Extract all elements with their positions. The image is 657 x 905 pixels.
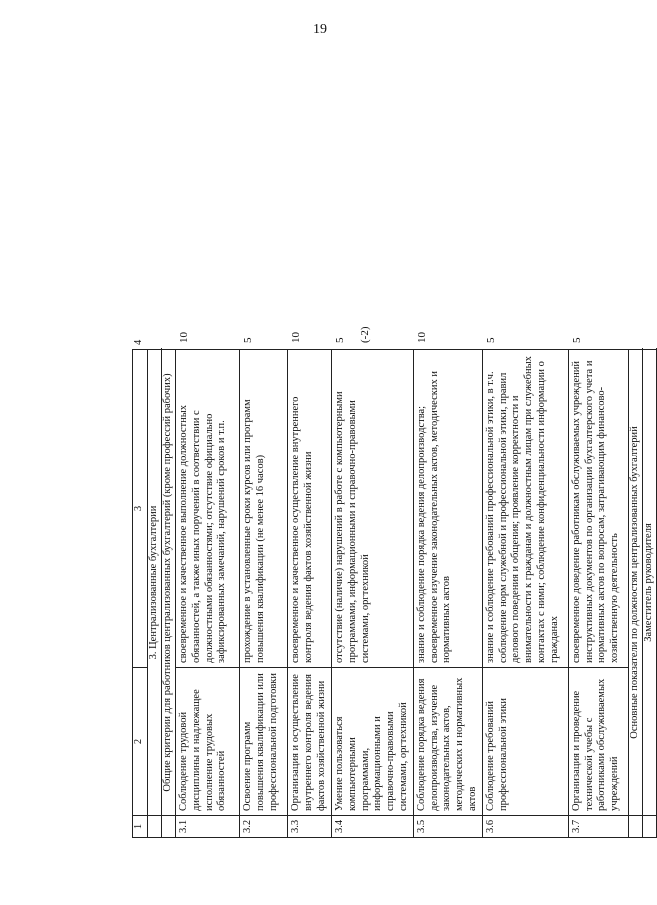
row-number: 3.4 (332, 816, 414, 838)
table-row (288, 0, 332, 838)
table-row (568, 0, 628, 838)
table-row: 3.4 Умение пользоваться компьютерными программами, информационными и справочно-правовыми системами, оргтехникой отсутствие (наличие) нарушений в работе с компьютерными программами, информационными и справочно-правовыми системами, оргтехникой 5 (-2) (332, 0, 414, 838)
indicator-cell: Соблюдение требований профессиональной этики (482, 668, 568, 816)
page-number: 19 (313, 22, 327, 37)
indicator-cell: Организация и проведение технической учебы с работниками обслуживаемых учреждений (568, 668, 628, 816)
score-value: 5 (334, 337, 346, 343)
indicator-cell: Соблюдение порядка ведения делопроизводства, изучение законодательных актов, методических и нормативных актов (413, 668, 482, 816)
rotated-table-container (132, 93, 654, 838)
indicator-cell: Умение пользоваться компьютерными программами, информационными и справочно-правовыми системами, оргтехникой (332, 668, 414, 816)
criterion-cell: своевременное и качественное осуществление внутреннего контроля ведения фактов хозяйственной жизни (288, 350, 332, 668)
score-value: 5 (242, 337, 254, 343)
row-number: 3.6 (482, 816, 568, 838)
section-title: 3. Централизованные бухгалтерии (148, 350, 162, 816)
header-row: 1 2 3 4 (133, 0, 148, 838)
criterion-cell: знание и соблюдение требований профессиональной этики, в т.ч. соблюдение норм служебной и профессиональной этики, правил делового поведения и общения; проявление корректности и внимательности к гражданам и должностным лицам при служебных контактах с ними; соблюдение конфиденциальности информации о гражданах (482, 350, 568, 668)
footer-title: Основные показатели по должностям централизованных бухгалтерий (628, 350, 642, 816)
indicator-cell: Организация и осуществление внутреннего контроля ведения фактов хозяйственной жизни (288, 668, 332, 816)
footer-title-row (628, 0, 642, 838)
row-number: 3.2 (240, 816, 288, 838)
row-number: 3.5 (413, 816, 482, 838)
score-value: 10 (290, 332, 302, 343)
table-row (240, 0, 288, 838)
criterion-cell: своевременное доведение работникам обслуживаемых учреждений инструктивных документов по организации бухгалтерского учета и нормативных актов по вопросам, затрагивающим финансово-хозяйственную деятельность (568, 350, 628, 668)
criterion-cell: знание и соблюдение порядка ведения делопроизводства; своевременное изучение законодательных актов, методических и нормативных актов (413, 350, 482, 668)
footer-subtitle: Заместитель руководителя (642, 350, 656, 816)
row-number: 3.1 (176, 816, 240, 838)
score-value: 10 (178, 332, 190, 343)
indicator-cell: Освоение программ повышения квалификации или профессиональной подготовки (240, 668, 288, 816)
indicator-cell: Соблюдение трудовой дисциплины и надлежащее исполнение трудовых обязанностей (176, 668, 240, 816)
criterion-cell: своевременное и качественное выполнение должностных обязанностей, а также иных поручений в соответствии с должностными обязанностями; отсутствие официально зафиксированных замечаний, нарушений сроков и т.п. (176, 350, 240, 668)
section-row (148, 0, 162, 838)
criteria-table (132, 0, 657, 838)
row-number: 3.3 (288, 816, 332, 838)
row-number: 3.7 (568, 816, 628, 838)
general-criteria-title: Общие критерии для работников централизованных бухгалтерий (кроме профессий рабочих) (162, 350, 176, 816)
header-col-3: 3 (133, 350, 148, 668)
table-row (482, 0, 568, 838)
general-criteria-row (162, 0, 176, 838)
header-col-1: 1 (133, 816, 148, 838)
header-col-2: 2 (133, 668, 148, 816)
table-row (413, 0, 482, 838)
table-row (176, 0, 240, 838)
criterion-cell: прохождение в установленные сроки курсов или программ повышения квалификации (не менее 16 часов) (240, 350, 288, 668)
score-value: 5 (570, 337, 583, 343)
score-value: 10 (415, 332, 428, 343)
criterion-cell: отсутствие (наличие) нарушений в работе с компьютерными программами, информационными и справочно-правовыми системами, оргтехникой (332, 350, 414, 668)
footer-subtitle-row (642, 0, 656, 838)
score-value: 5 (484, 337, 497, 343)
